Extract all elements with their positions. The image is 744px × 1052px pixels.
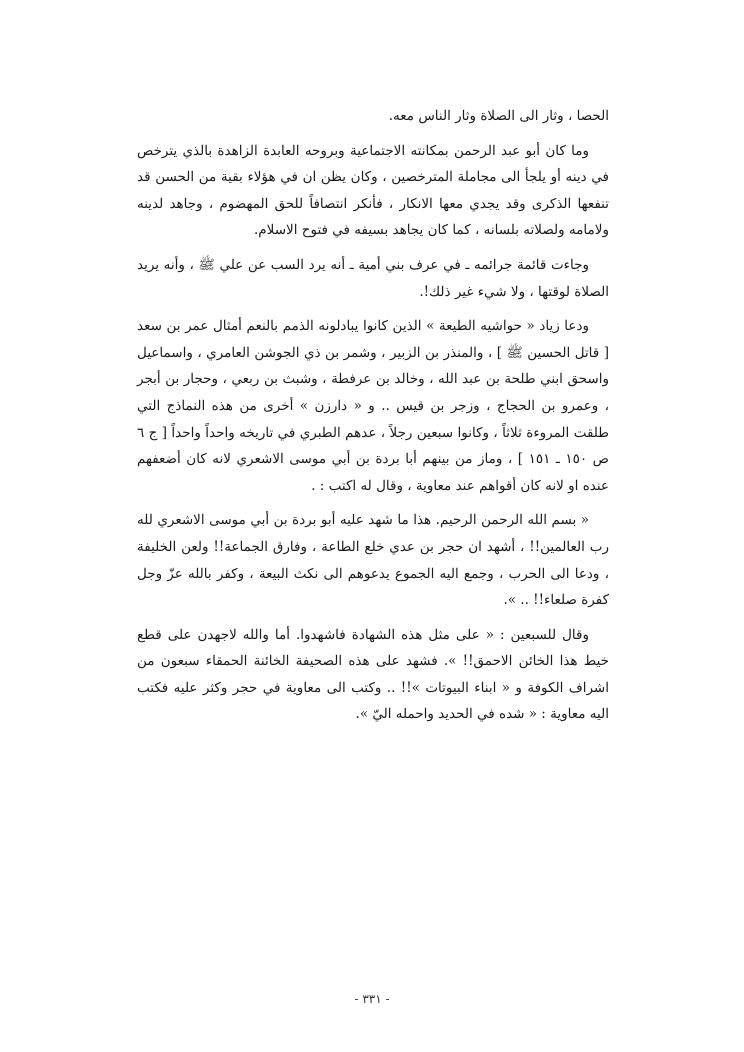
page-number: - ٣٣١ - bbox=[354, 992, 390, 1006]
quote-paragraph: « بسم الله الرحمن الرحيم. هذا ما شهد عليه أبو بردة بن أبي موسى الاشعري لله رب العالمين!! ، أشهد ان حجر بن عدي خلع الطاعة ، وفارق الجماعة!! ولعن الخليفة ، ودعا الى الحرب ، وجمع اليه الجموع يدعوهم الى نكث البيعة ، وكفر بالله عزّ وجل كفرة صلعاء!! .. ». bbox=[137, 512, 609, 609]
paragraph: الحصا ، وثار الى الصلاة وثار الناس معه. bbox=[388, 108, 609, 124]
paragraph: ودعا زياد « حواشيه الطيعة » الذين كانوا يبادلونه الذمم بالنعم أمثال عمر بن سعد [ قاتل الحسين ﷺ ] ، والمنذر بن الزبير ، وشمر بن ذي الجوشن العامري ، واسماعيل واسحق ابني طلحة بن عبد الله ، وخالد بن عرفطة ، وشبث بن ربعي ، وحجار بن أبجر ، وعمرو بن الحجاج ، وزجر بن قيس .. و « دارزن » أخرى من هذه النماذج التي طلقت المروءة ثلاثاً ، وكانوا سبعين رجلاً ، عدهم الطبري في تاريخه واحداً واحداً [ ج ٦ ص ١٥٠ ـ ١٥١ ] ، وماز من بينهم أبا بردة بن أبي موسى الاشعري لانه كان أضعفهم عنده او لانه كان أقواهم عند معاوية ، وقال له اكتب : . bbox=[137, 318, 609, 494]
paragraph: وقال للسبعين : « على مثل هذه الشهادة فاشهدوا. أما والله لاجهدن على قطع خيط هذا الخائن الاحمق!! ». فشهد على هذه الصحيفة الخائنة الحمقاء سبعون من اشراف الكوفة و « ابناء البيوتات »!! .. وكتب الى معاوية في حجر وكثر عليه فكتب اليه معاوية : « شده في الحديد واحمله اليّ ». bbox=[137, 626, 609, 723]
paragraph: وما كان أبو عبد الرحمن بمكانته الاجتماعية وبروحه العابدة الزاهدة بالذي يترخص في دينه أو يلجأ الى مجاملة المترخصين ، وكان يظن ان في هؤلاء بقية من الحسن قد تنفعها الذكرى وقد يجدي معها الانكار ، فأنكر انتصافاً للحق المهضوم ، وجاهد لدينه ولامامه ولصلاته بلسانه ، كما كان يجاهد بسيفه في فتوح الاسلام. bbox=[137, 142, 609, 239]
body-text bbox=[137, 103, 609, 728]
paragraph: وجاءت قائمة جرائمه ـ في عرف بني أمية ـ أنه يرد السب عن علي ﷺ ، وأنه يريد الصلاة لوقتها ، ولا شيء غير ذلك!. bbox=[137, 256, 609, 300]
